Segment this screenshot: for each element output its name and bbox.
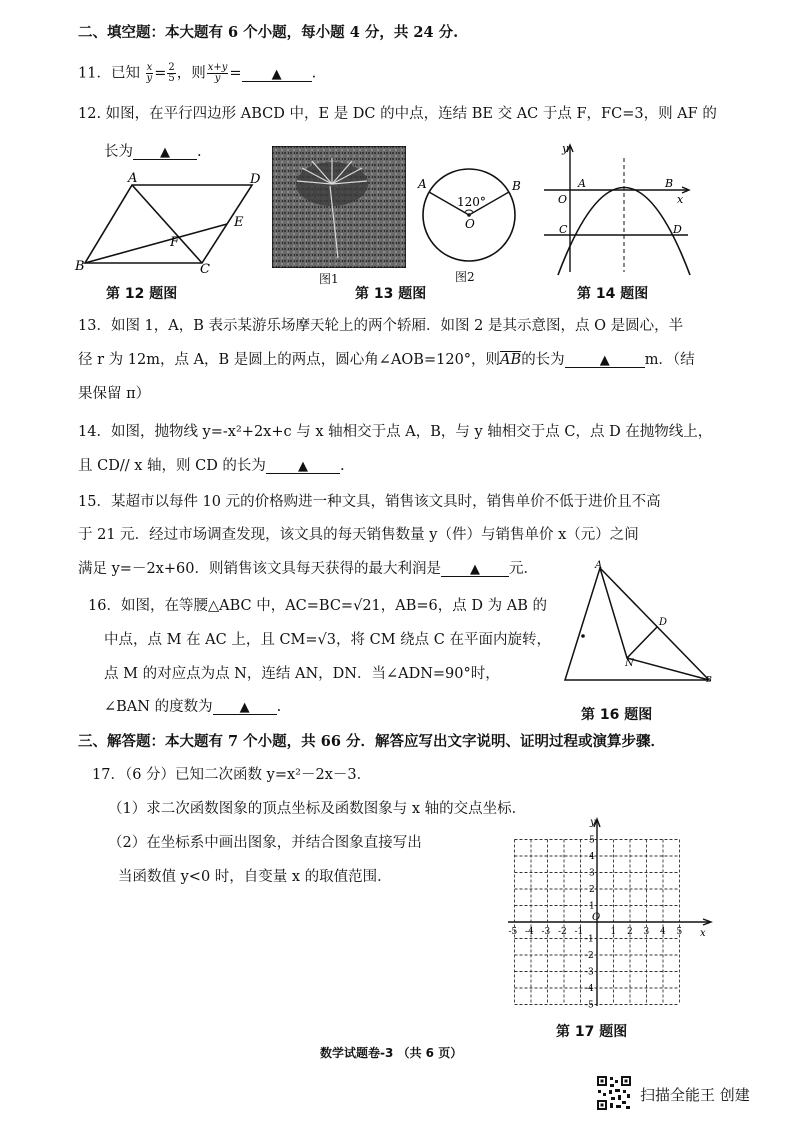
q11-number: 11． [78,65,111,82]
q13-line-1: 13．如图 1，A，B 表示某游乐场摩天轮上的两个轿厢．如图 2 是其示意图，点 O 是圆心，半 [78,318,684,334]
figure-13-circle-diagram [408,160,530,270]
x-tick-label: 3 [643,927,650,937]
q17-part-2a: （2）在坐标系中画出图象，并结合图象直接写出 [108,835,422,851]
q16-line-1: 16．如图，在等腰△ABC 中，AC=BC=√21，AB=6，点 D 为 AB 的 [88,598,547,614]
x-tick-label: -2 [558,927,567,937]
x-tick-label: -5 [508,927,518,937]
x-tick-label: -3 [541,927,551,937]
y-tick-label: -1 [585,934,594,945]
fig16-label-b: B [706,675,712,684]
fig13-label-b: B [512,179,521,193]
y-tick-label: 1 [589,901,595,912]
x-tick-label: 4 [660,927,666,937]
q13-arc-ab: $\overline{AB}$ [500,352,522,368]
fig14-label-d: D [673,223,682,236]
x-tick-label: 1 [610,927,617,937]
y-tick-label: 3 [589,868,595,879]
q11-fraction-x-over-y: $\frac{x}{y}$ [146,62,153,84]
figure-16-triangle [555,560,715,690]
q17-line-1: 17．（6 分）已知二次函数 y=x²－2x－3． [92,767,372,783]
fig14-axis-x: x [677,193,684,206]
fig16-label-a: A [595,560,603,571]
q16-answer-blank: ▲ [213,698,277,715]
q11-text-a: 已知 [110,65,140,82]
section-3-heading: 三、解答题：本大题有 7 个小题，共 66 分．解答应写出文字说明、证明过程或演算步骤． [78,733,665,750]
fig12-label-f: F [170,235,180,250]
q11-fraction-xy-over-y: $\frac{x+y}{y}$ [207,62,228,84]
y-tick-label: -3 [585,967,594,978]
q17-part-2b: 当函数值 y<0 时，自变量 x 的取值范围． [118,869,392,885]
fig14-axis-y: y [562,142,569,155]
x-tick-label: 2 [627,927,633,937]
fig12-label-e: E [234,215,244,230]
fig12-label-d: D [250,172,261,187]
q15-line-2: 于 21 元．经过市场调查发现，该文具的每天销售数量 y（件）与销售单价 x（元）之间 [78,527,639,543]
fig16-label-n: N [625,658,634,669]
y-tick-label: -4 [585,984,594,994]
y-tick-label: -5 [585,1000,594,1011]
figure-13-caption: 第 13 题图 [355,286,427,302]
fig16-label-d: D [659,617,668,628]
x-tick-label: -1 [574,927,584,937]
q16-line-3: 点 M 的对应点为点 N，连结 AN，DN．当∠ADN=90°时， [104,666,500,682]
fig12-label-c: C [200,262,210,277]
q12-answer-blank: ▲ [133,143,197,160]
figure-13-photo-label: 图1 [319,272,339,286]
figure-12-parallelogram [70,170,270,280]
figure-13-diagram-label: 图2 [455,270,475,284]
y-tick-label: 2 [589,885,595,895]
fig12-label-a: A [128,171,138,186]
figure-16-caption: 第 16 题图 [581,707,653,723]
q15-line-3: 满足 y=－2x+60．则销售该文具每天获得的最大利润是 ▲ 元． [78,561,538,577]
figure-17-grid [500,814,718,1014]
figure-14-parabola [540,140,700,280]
y-tick-label: -2 [585,951,594,961]
figure-12-caption: 第 12 题图 [106,286,178,302]
section-2-heading: 二、填空题：本大题有 6 个小题，每小题 4 分，共 24 分. [78,24,459,41]
q14-line-1: 14．如图，抛物线 y=-x²+2x+c 与 x 轴相交于点 A，B，与 y 轴相交于点 C，点 D 在抛物线上， [78,424,713,440]
question-11: 11．已知 $\frac{x}{y}$ = $\frac{2}{5}$ ，则 $\frac{x+y}{y}$ = ▲ . [78,62,317,84]
y-tick-label: 5 [589,835,595,846]
q12-line-1: 12. 如图，在平行四边形 ABCD 中，E 是 DC 的中点，连结 BE 交 AC 于点 F，FC=3，则 AF 的 [78,106,717,122]
q15-line-1: 15．某超市以每件 10 元的价格购进一种文具，销售该文具时，销售单价不低于进价且不高 [78,494,661,510]
q11-answer-blank: ▲ [242,65,312,82]
x-tick-label: -4 [525,927,534,937]
fig13-label-o: O [465,217,475,231]
fig14-label-a: A [578,177,586,190]
fig17-axis-y: y [590,817,596,828]
q16-line-2: 中点，点 M 在 AC 上，且 CM=√3，将 CM 绕点 C 在平面内旋转， [104,632,551,648]
fig13-label-a: A [418,177,427,191]
fig17-origin: O [592,912,601,923]
scanner-watermark: 扫描全能王 创建 [640,1086,750,1104]
fig12-label-b: B [75,259,85,274]
q16-line-4: ∠BAN 的度数为 ▲ . [104,699,282,715]
figure-14-caption: 第 14 题图 [577,286,649,302]
fig17-axis-x: x [700,928,706,939]
q14-answer-blank: ▲ [266,457,340,474]
q17-part-1: （1）求二次函数图象的顶点坐标及函数图象与 x 轴的交点坐标． [108,801,527,817]
fig14-label-o: O [558,193,568,206]
figure-17-caption: 第 17 题图 [556,1024,628,1040]
q14-line-2: 且 CD// x 轴，则 CD 的长为 ▲ . [78,458,345,474]
figure-13-photo [272,146,406,268]
page-footer: 数学试题卷-3 （共 6 页） [320,1046,463,1060]
q13-answer-blank: ▲ [565,351,645,368]
fig14-label-c: C [559,223,568,236]
x-tick-label: 5 [676,927,683,937]
fig13-angle-label: 120° [457,195,486,209]
qr-code-icon [596,1075,632,1111]
q11-fraction-2-over-5: $\frac{2}{5}$ [168,62,175,84]
fig14-label-b: B [665,177,674,190]
q15-answer-blank: ▲ [441,560,509,577]
y-tick-label: 4 [589,852,595,862]
q12-line-2: 长为 ▲ . [104,144,202,160]
q13-line-2: 径 r 为 12m，点 A，B 是圆上的两点，圆心角∠AOB=120°，则$\overline{AB}$的长为 ▲ m．（结 [78,352,695,368]
q13-line-3: 果保留 π） [78,386,151,402]
